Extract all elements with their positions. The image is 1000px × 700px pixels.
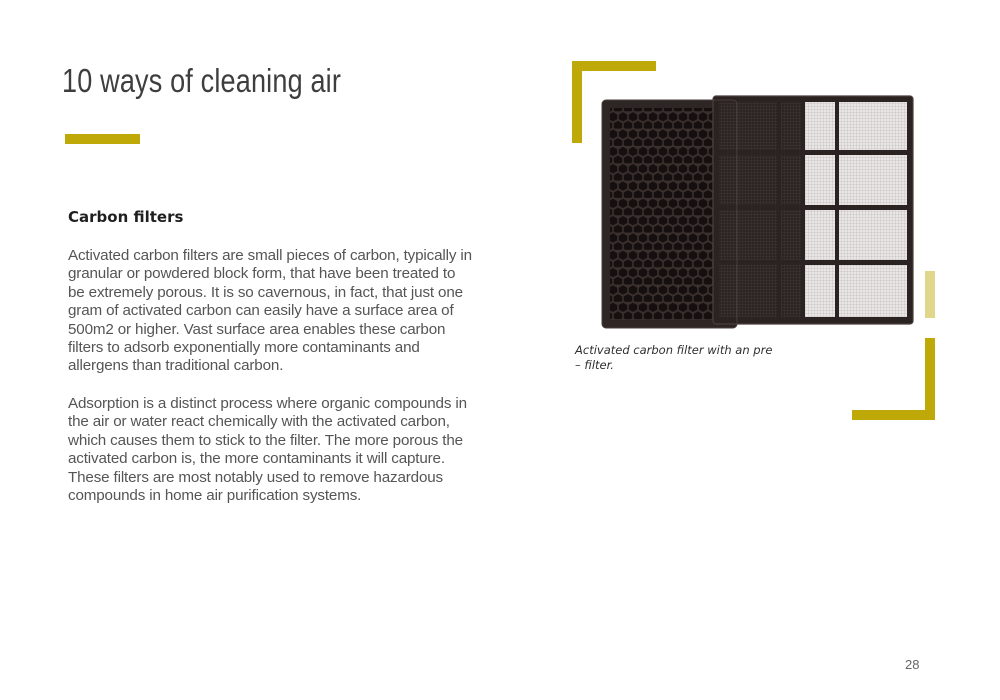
page-title: 10 ways of cleaning air (62, 62, 342, 99)
frame-corner-top-left (572, 61, 656, 71)
caption-line: – filter. (575, 358, 614, 372)
paragraph-line: These filters are most notably used to remove hazardous (68, 468, 444, 486)
frame-accent-light (925, 271, 935, 318)
page-number: 28 (905, 657, 920, 672)
frame-corner-bottom-right (852, 410, 935, 420)
paragraph-line: be extremely porous. It is so cavernous, in fact, that just one (68, 283, 463, 301)
paragraph-line: the air or water react chemically with the activated carbon, (68, 413, 450, 431)
paragraph-line: allergens than traditional carbon. (68, 357, 284, 375)
paragraph-line: Adsorption is a distinct process where organic compounds in (68, 395, 467, 412)
frame-corner-top-left (572, 61, 582, 143)
caption-line: Activated carbon filter with an pre (575, 343, 773, 357)
paragraph-1 (68, 247, 488, 376)
frame-corner-bottom-right (925, 338, 935, 420)
paragraph-line: compounds in home air purification systems. (68, 487, 362, 505)
paragraph-line: granular or powdered block form, that have been treated to (68, 265, 456, 283)
title-accent-bar (65, 134, 140, 144)
paragraph-2 (68, 395, 488, 505)
paragraph-line: which causes them to stick to the filter. The more porous the (68, 431, 463, 449)
paragraph-line: gram of activated carbon can easily have a surface area of (68, 302, 454, 320)
figure-caption (575, 343, 815, 373)
carbon-filter-photo (598, 94, 923, 332)
paragraph-line: 500m2 or higher. Vast surface area enables these carbon (68, 320, 446, 338)
paragraph-line: activated carbon is, the more contaminants it will capture. (68, 450, 445, 468)
section-heading: Carbon filters (68, 208, 184, 226)
paragraph-line: filters to adsorb exponentially more contaminants and (68, 339, 420, 357)
paragraph-line: Activated carbon filters are small pieces of carbon, typically in (68, 247, 472, 264)
